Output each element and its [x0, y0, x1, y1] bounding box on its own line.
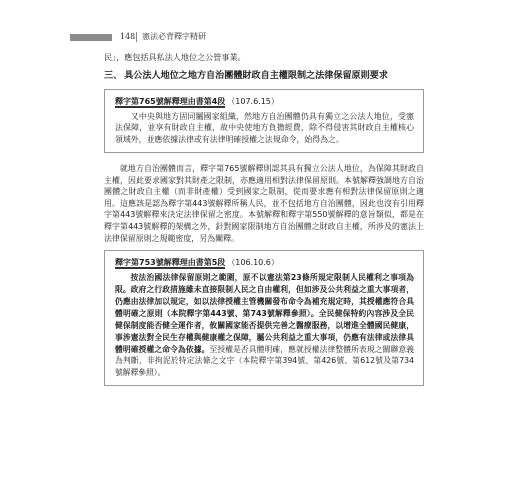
interpretation-label: 釋字第765號解釋理由書第4段 — [115, 96, 226, 106]
section-number: 三、 — [104, 70, 123, 81]
interpretation-date: （107.6.15） — [227, 96, 279, 106]
page-body — [104, 52, 424, 386]
interpretation-label: 釋字第753號解釋理由書第5段 — [115, 258, 226, 268]
header-decorative-bar — [70, 34, 112, 41]
header-divider — [136, 32, 137, 42]
continued-text: 民」，應包括具私法人地位之公營事業。 — [104, 52, 246, 62]
running-header — [0, 30, 520, 44]
interpretation-date: （106.10.6） — [227, 258, 279, 268]
section-heading — [104, 70, 424, 83]
emphasized-text: 按法治國法律保留原則之範圍，原不以憲法第23條所規定限制人民權利之事項為限。政府之行政措施雖未直接限制人民之自由權利，但如涉及公共利益之重大事項者，仍應由法律加以規定，如以法律授權主管機關發布命令為補充規定時，其授權應符合具體明確之原則（本院釋字第443號、第743號解釋參照）。全民健保特約內容涉及全民健保制度能否健全運作者，攸關國家能否提供完善之醫療服務，以增進全體國民健康，事涉憲法對全民生存權與健康權之保障，屬公共利益之重大事項，仍應有法律或法律具體明確授權之命令為依據。 — [115, 273, 414, 354]
box-header — [115, 96, 414, 108]
section-title: 具公法人地位之地方自治團體財政自主權限制之法律保留原則要求 — [124, 70, 388, 81]
interpretation-text: 又中央與地方固同屬國家組織，然地方自治團體仍具有獨立之公法人地位，受憲法保障，並享有財政自主權，故中央使地方負擔經費，除不得侵害其財政自主權核心領域外，並應依據法律或有法律明確授權之法規命令，始得為之。 — [115, 111, 414, 145]
normal-text: 至授權是否具體明確，應就授權法律整體所表現之關聯意義為判斷，非拘泥於特定法條之文字（本院釋字第394號、第426號、第612號及第734號解釋參照）。 — [115, 344, 414, 378]
box-header — [115, 257, 414, 269]
page-number: 148 — [120, 32, 136, 41]
commentary-paragraph: 就地方自治團體而言，釋字第765號解釋則認其具有獨立公法人地位，為保障其財政自主權，因此要求國家對其財產之限制，亦應適用相對法律保留原則。本號解釋強調地方自治團體之財政自主權（而非財產權）受到國家之限制，從而要求應有相對法律保留原則之適用。這應該是認為釋字第443號解釋所稱人民，並不包括地方自治團體，因此也沒有引用釋字第443號解釋來決定法律保留之密度。本號解釋和釋字第550號解釋的意旨類似，都是在釋字第443號解釋的架構之外，針對國家限制地方自治團體之財政自主權，所涉及的憲法上法律保留原則之規範密度，另為闡釋。 — [104, 163, 424, 243]
interpretation-text — [115, 272, 414, 379]
interpretation-box-753 — [104, 250, 424, 386]
book-title: 憲法必背釋字精研 — [142, 32, 206, 41]
interpretation-box-765 — [104, 89, 424, 153]
